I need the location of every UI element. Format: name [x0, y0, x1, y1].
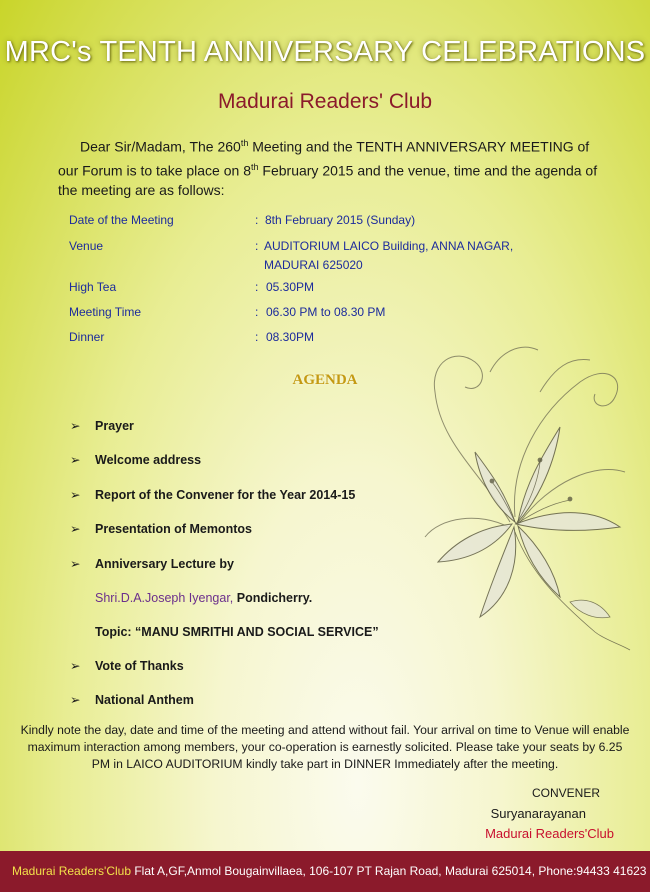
intro-sup-2: th: [251, 161, 259, 172]
lecturer-name: Shri.D.A.Joseph Iyengar,: [95, 591, 234, 605]
detail-value-dinner: 08.30PM: [266, 330, 315, 344]
agenda-item-label: Welcome address: [95, 453, 202, 467]
detail-value-venue: AUDITORIUM LAICO Building, ANNA NAGAR,: [264, 239, 514, 253]
lecturer-line: [95, 591, 312, 605]
agenda-item-label: Anniversary Lecture by: [95, 557, 234, 571]
footer-bar: [0, 851, 650, 892]
detail-label-date: Date of the Meeting: [69, 213, 174, 227]
intro-text-3: February 2015 and the venue, time and the agenda of the meeting are as follows:: [58, 162, 598, 199]
intro-text-2: Meeting and the TENTH ANNIVERSARY MEETING of our Forum is to take place on 8: [58, 138, 590, 179]
agenda-item-vote-of-thanks: [70, 658, 184, 673]
club-name-heading: Madurai Readers' Club: [217, 90, 433, 113]
lecturer-place: Pondicherry.: [233, 591, 313, 605]
agenda-heading: AGENDA: [292, 372, 358, 388]
signature-name: Suryanarayanan: [490, 806, 586, 821]
detail-colon-venue: :: [255, 239, 259, 253]
arrow-bullet-icon: ➢: [70, 659, 81, 673]
lecture-topic: Topic: “MANU SMRITHI AND SOCIAL SERVICE”: [95, 625, 379, 639]
signature-role: CONVENER: [531, 786, 600, 800]
page-title: MRC's TENTH ANNIVERSARY CELEBRATIONS: [4, 36, 646, 68]
detail-value-venue-line2: MADURAI 625020: [264, 258, 363, 272]
detail-colon-high-tea: :: [255, 280, 259, 294]
agenda-item-label: Vote of Thanks: [95, 659, 184, 673]
detail-colon-meeting-time: :: [255, 305, 259, 319]
arrow-bullet-icon: ➢: [70, 453, 81, 467]
agenda-item-memontos: [70, 521, 252, 536]
agenda-item-label: Presentation of Memontos: [95, 522, 252, 536]
arrow-bullet-icon: ➢: [70, 693, 81, 707]
agenda-item-lecture: [70, 556, 234, 571]
intro-sup-1: th: [240, 138, 249, 148]
detail-label-meeting-time: Meeting Time: [69, 305, 142, 319]
footer-address: Flat A,GF,Anmol Bougainvillaea, 106-107 PT Rajan Road, Madurai 625014, Phone:94433 41623: [131, 864, 647, 878]
detail-label-dinner: Dinner: [69, 330, 105, 344]
signature-org: Madurai Readers'Club: [485, 826, 614, 841]
footer-org: Madurai Readers'Club: [12, 864, 132, 878]
detail-colon-dinner: :: [255, 330, 259, 344]
agenda-item-national-anthem: [70, 692, 194, 707]
agenda-item-label: National Anthem: [95, 693, 194, 707]
intro-paragraph: [58, 133, 608, 200]
agenda-item-label: Report of the Convener for the Year 2014-15: [95, 488, 356, 502]
closing-paragraph: Kindly note the day, date and time of the meeting and attend without fail. Your arrival on time to Venue will enable maximum interaction among members, your co-operation is earnestly solicited. Please take your seats by 6.25 PM in LAICO AUDITORIUM kindly take part in DINNER Immediately after the meeting.: [20, 723, 630, 771]
detail-value-meeting-time: 06.30 PM to 08.30 PM: [266, 305, 386, 319]
arrow-bullet-icon: ➢: [70, 419, 81, 433]
agenda-item-report: [70, 487, 355, 502]
arrow-bullet-icon: ➢: [70, 488, 81, 502]
agenda-item-prayer: [70, 418, 134, 433]
detail-colon-date: :: [255, 213, 259, 227]
detail-value-high-tea: 05.30PM: [266, 280, 315, 294]
agenda-item-welcome: [70, 452, 201, 467]
arrow-bullet-icon: ➢: [70, 557, 81, 571]
agenda-item-label: Prayer: [95, 419, 134, 433]
arrow-bullet-icon: ➢: [70, 522, 81, 536]
detail-label-high-tea: High Tea: [69, 280, 117, 294]
detail-value-date: 8th February 2015 (Sunday): [265, 213, 416, 227]
intro-text-1: Dear Sir/Madam, The 260: [80, 138, 241, 155]
detail-label-venue: Venue: [69, 239, 104, 253]
